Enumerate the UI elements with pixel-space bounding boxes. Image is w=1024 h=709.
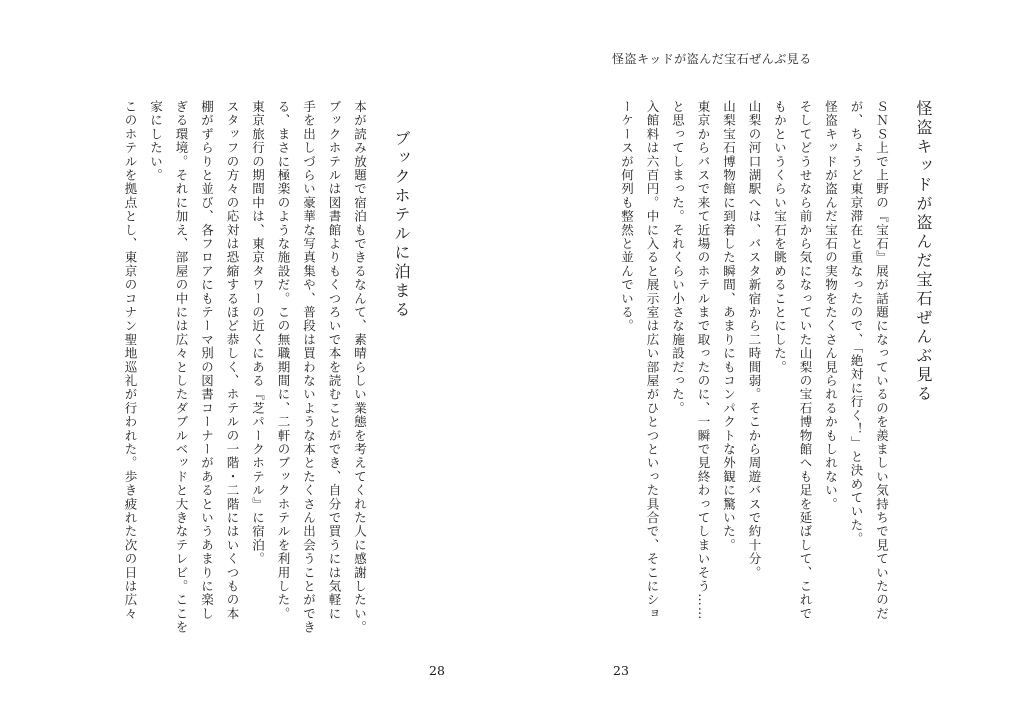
section-title: ブックホテルに泊まる — [392, 130, 411, 320]
left-line-6: スタッフの方々の応対は恐縮するほど恭しく、ホテルの一階・二階にはいくつもの本 — [225, 100, 240, 621]
chapter-title: 怪盗キッドが盗んだ宝石ぜんぶ見る — [914, 100, 933, 404]
right-line-7: 山梨宝石博物館に到着した瞬間、あまりにもコンパクトな外観に驚いた。 — [721, 100, 737, 553]
left-line-8: ぎる環境。それに加え、部屋の中には広々としたダブルベッドと大きなテレビ。ここを — [174, 100, 189, 635]
left-line-1: 本が読み放題で宿泊もできるなんて、素晴らしい業態を考えてくれた人に感謝したい。 — [352, 100, 368, 635]
right-line-8: 東京からバスで来て近場のホテルまで取ったのに、一瞬で見終わってしまいそう…… — [696, 100, 711, 621]
left-line-9: 家にしたい。 — [148, 100, 164, 183]
right-line-10: 入館料は六百円。中に入ると展示室は広い部屋がひとつといった具合で、そこにショ — [645, 100, 660, 621]
left-line-2: ブックホテルは図書館よりもくつろいで本を読むことができ、自分で買うには気軽に — [327, 100, 342, 621]
right-page-body — [614, 100, 936, 660]
right-line-6: 山梨の河口湖駅へは、バスタ新宿から二時間弱。そこから周遊バスで約十分。 — [747, 100, 762, 580]
page-number-right: 23 — [613, 663, 629, 678]
right-line-5: もかというくらい宝石を眺めることにした。 — [772, 100, 788, 374]
right-line-2: が、ちょうど東京滞在と重なったので、「絶対に行く！」と決めていた。 — [849, 100, 864, 546]
page-number-left: 28 — [429, 663, 445, 678]
left-line-10: このホテルを拠点とし、東京のコナン聖地巡礼が行われた。歩き疲れた次の日は広々 — [123, 100, 138, 621]
left-line-7: 棚がずらりと並び、各フロアにもテーマ別の図書コーナーがあるというあまりに楽し — [199, 100, 215, 621]
left-line-4: る、まさに極楽のような施設だ。この無職期間に、二軒のブックホテルを利用した。 — [276, 100, 291, 621]
right-line-11: ーケースが何列も整然と並んでいる。 — [619, 100, 635, 333]
right-line-3: 怪盗キッドが盗んだ宝石の実物をたくさん見られるかもしれない。 — [823, 100, 839, 511]
right-line-4: そしてどうせなら前から気になっていた山梨の宝石博物館へも足を延ばして、これで — [798, 100, 813, 621]
running-head: 怪盗キッドが盗んだ宝石ぜんぶ見る — [612, 52, 812, 66]
left-line-5: 東京旅行の期間中は、東京タワーの近くにある『芝パークホテル』に宿泊。 — [250, 100, 266, 566]
right-line-1: ＳＮＳ上で上野の『宝石』展が話題になっているのを羨ましい気持ちで見ていたのだ — [874, 100, 890, 621]
right-line-9: と思ってしまった。それくらい小さな施設だった。 — [670, 100, 686, 416]
left-page-body — [118, 100, 415, 660]
left-line-3: 手を出しづらい豪華な写真集や、普段は買わないような本とたくさん出会うことができ — [301, 100, 317, 635]
